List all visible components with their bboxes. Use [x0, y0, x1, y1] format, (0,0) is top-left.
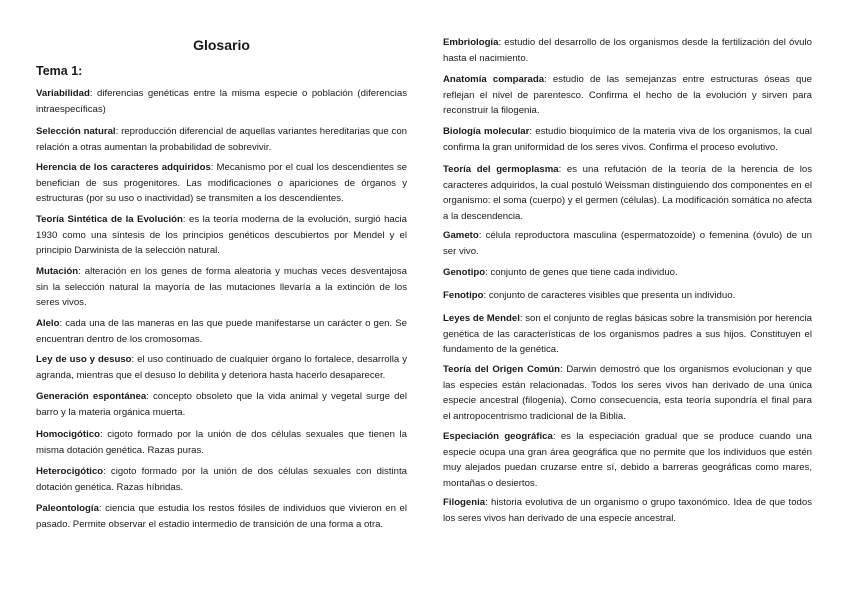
- entry-term: Especiación geográfica: [443, 431, 553, 442]
- glossary-entry-mutacion: [36, 264, 407, 311]
- entry-term: Gameto: [443, 230, 479, 241]
- glossary-entry-biologia-molecular: [443, 124, 812, 155]
- glossary-entry-especiacion-geografica: [443, 429, 812, 491]
- entry-definition: : conjunto de genes que tiene cada individuo.: [485, 267, 678, 278]
- glossary-entry-homocigotico: [36, 427, 407, 458]
- entry-term: Filogenia: [443, 497, 486, 508]
- glossary-entry-anatomia-comparada: [443, 72, 812, 119]
- glossary-entry-herencia-caracteres-adquiridos: [36, 160, 407, 207]
- entry-term: Selección natural: [36, 126, 116, 137]
- entry-term: Genotipo: [443, 267, 486, 278]
- entry-definition: : cada una de las maneras en las que puede manifestarse un carácter o gen. Se encuentran dentro de los cromosomas.: [36, 318, 407, 345]
- entry-term: Ley de uso y desuso: [36, 354, 132, 365]
- entry-term: Paleontología: [36, 503, 99, 514]
- glossary-entry-genotipo: [443, 265, 812, 281]
- topic-heading: Tema 1:: [36, 64, 83, 78]
- glossary-entry-heterocigotico: [36, 464, 407, 495]
- glossary-entry-leyes-mendel: [443, 311, 812, 358]
- glossary-entry-ley-uso-desuso: [36, 352, 407, 383]
- entry-term: Homocigótico: [36, 429, 100, 440]
- glossary-entry-alelo: [36, 316, 407, 347]
- entry-definition: : es la teoría moderna de la evolución, surgió hacia 1930 como una síntesis de los principios genéticos descubiertos por Mendel y el principio Darwinista de la selección natural.: [36, 214, 408, 256]
- entry-definition: : cigoto formado por la unión de dos células sexuales que tienen la misma dotación genética. Razas puras.: [36, 429, 407, 456]
- glossary-entry-filogenia: [443, 495, 812, 526]
- entry-definition: : ciencia que estudia los restos fósiles de individuos que vivieron en el pasado. Permite observar el estadio intermedio de transición de una forma a otra.: [36, 503, 407, 530]
- entry-term: Variabilidad: [36, 88, 90, 99]
- entry-definition: : son el conjunto de reglas básicas sobre la transmisión por herencia genética de las características de los organismos padres a sus hijos. Constituyen el fundamento de la genética.: [443, 313, 812, 355]
- entry-term: Fenotipo: [443, 290, 484, 301]
- entry-term: Herencia de los caracteres adquiridos: [36, 162, 211, 173]
- glossary-entry-teoria-sintetica: [36, 212, 407, 259]
- entry-term: Teoría Sintética de la Evolución: [36, 214, 183, 225]
- entry-term: Teoría del Origen Común: [443, 364, 560, 375]
- glossary-entry-teoria-germoplasma: [443, 162, 812, 224]
- entry-definition: : célula reproductora masculina (espermatozoide) o femenina (óvulo) de un ser vivo.: [443, 230, 812, 257]
- glossary-entry-variabilidad: [36, 86, 407, 117]
- entry-term: Teoría del germoplasma: [443, 164, 559, 175]
- entry-definition: : reproducción diferencial de aquellas variantes hereditarias que con relación a otras aumentan la probabilidad de sobrevivir.: [36, 126, 407, 153]
- entry-definition: : concepto obsoleto que la vida animal y vegetal surge del barro y la materia orgánica muerta.: [36, 391, 407, 418]
- glossary-entry-gameto: [443, 228, 812, 259]
- entry-definition: : Darwin demostró que los organismos evolucionan y que las especies están relacionadas. Todos los seres vivos han derivado de una única especie ancestral (filogenia). Como consecuencia, esta teoría supondría el final para el antropocentrismo tradicional de la Biblia.: [443, 364, 812, 422]
- entry-term: Embriología: [443, 37, 499, 48]
- glossary-entry-embriologia: [443, 35, 812, 66]
- entry-term: Biología molecular: [443, 126, 530, 137]
- entry-definition: : el uso continuado de cualquier órgano lo fortalece, desarrolla y agranda, mientras que el desuso lo debilita y deteriora hasta hacerlo desaparecer.: [36, 354, 407, 381]
- entry-term: Alelo: [36, 318, 60, 329]
- entry-definition: : estudio de las semejanzas entre estructuras óseas que reflejan el nivel de parentesco. Confirma el hecho de la evolución y sirven para reconstruir la filogenia.: [443, 74, 812, 116]
- entry-term: Heterocigótico: [36, 466, 104, 477]
- entry-definition: : alteración en los genes de forma aleatoria y muchas veces desventajosa sin la selección natural la mayoría de las mutaciones llevaría a la extinción de los seres vivos.: [36, 266, 407, 308]
- entry-term: Leyes de Mendel: [443, 313, 520, 324]
- entry-definition: : estudio bioquímico de la materia viva de los organismos, la cual confirma la gran uniformidad de los seres vivos. Confirma el proceso evolutivo.: [443, 126, 812, 153]
- entry-definition: : cigoto formado por la unión de dos células sexuales con distinta dotación genética. Razas híbridas.: [36, 466, 407, 493]
- glossary-entry-fenotipo: [443, 288, 812, 304]
- glossary-entry-seleccion-natural: [36, 124, 407, 155]
- entry-definition: : diferencias genéticas entre la misma especie o población (diferencias intraespecíficas): [36, 88, 407, 115]
- glossary-entry-generacion-espontanea: [36, 389, 407, 420]
- entry-term: Mutación: [36, 266, 79, 277]
- entry-definition: : Mecanismo por el cual los descendientes se benefician de sus progenitores. Las modificaciones o apariciones de órganos y estructuras (por su uso o inactividad) se transmiten a los descendientes.: [36, 162, 407, 204]
- glossary-entry-origen-comun: [443, 362, 812, 424]
- entry-term: Anatomía comparada: [443, 74, 545, 85]
- page-title: Glosario: [193, 37, 250, 53]
- entry-term: Generación espontánea: [36, 391, 147, 402]
- entry-definition: : estudio del desarrollo de los organismos desde la fertilización del óvulo hasta el nacimiento.: [443, 37, 812, 64]
- entry-definition: : historia evolutiva de un organismo o grupo taxonómico. Idea de que todos los seres vivos han derivado de una especie ancestral.: [443, 497, 812, 524]
- glossary-entry-paleontologia: [36, 501, 407, 532]
- entry-definition: : conjunto de caracteres visibles que presenta un individuo.: [483, 290, 736, 301]
- entry-definition: : es una refutación de la teoría de la herencia de los caracteres adquiridos, la cual postuló Weissman distinguiendo dos componentes en el organismo: el soma (cuerpo) y el germen (células). La modificación somática no afecta a la descendencia.: [443, 164, 812, 222]
- entry-definition: : es la especiación gradual que se produce cuando una especie ocupa una gran área geográfica que no permite que los individuos que estén muy alejados puedan cruzarse entre sí, debido a barreras geográficas como mares, montañas o desiertos.: [443, 431, 813, 489]
